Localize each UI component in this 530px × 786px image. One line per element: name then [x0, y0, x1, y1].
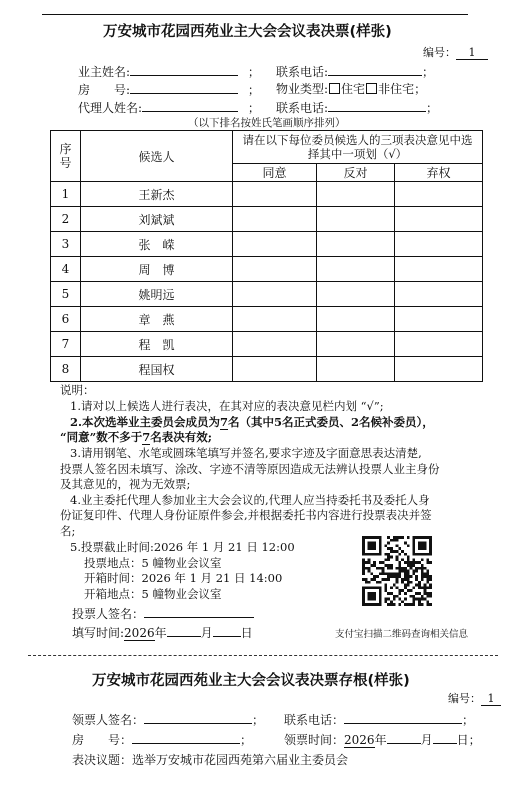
- abstain-cell[interactable]: [395, 207, 483, 232]
- tear-line: [28, 655, 498, 656]
- day-unit: 日: [456, 733, 469, 747]
- stub-subject: 表决议题：选举万安城市花园西苑第六届业主委员会: [72, 753, 349, 767]
- candidate-name: 程国权: [81, 357, 233, 382]
- month-unit: 月: [420, 733, 433, 747]
- col-agree-header: 同意: [233, 164, 317, 182]
- separator: ；: [247, 65, 260, 79]
- contact-phone-row: [276, 62, 434, 80]
- serial-number: [423, 44, 488, 60]
- agree-cell[interactable]: [233, 232, 317, 257]
- oppose-cell[interactable]: [317, 182, 395, 207]
- candidate-name: 刘斌斌: [81, 207, 233, 232]
- abstain-cell[interactable]: [395, 332, 483, 357]
- abstain-cell[interactable]: [395, 232, 483, 257]
- instruction-header: 请在以下每位委员候选人的三项表决意见中选择其中一项划（√）: [233, 131, 483, 164]
- note-2a: 2.本次选举业主委员会成员为7名（其中5名正式委员、2名候补委员），: [70, 415, 434, 429]
- qr-caption: 支付宝扫描二维码查询相关信息: [335, 629, 469, 640]
- qr-code: [362, 536, 432, 606]
- stub-contact-phone-label: 联系电话：: [284, 713, 345, 727]
- non-residential-option: 非住宅: [378, 82, 415, 96]
- stub-serial-value: 1: [481, 692, 501, 706]
- note-3a: 3.请用钢笔、水笔或圆珠笔填写并签名,要求字迹及字面意思表达清楚,: [70, 446, 422, 460]
- note-5-open-time: 开箱时间：2026 年 1 月 21 日 14:00: [84, 571, 283, 585]
- fill-month-field[interactable]: [167, 623, 201, 637]
- abstain-cell[interactable]: [395, 282, 483, 307]
- ballot-title: 万安城市花园西苑业主大会会议表决票(样张): [103, 24, 392, 40]
- room-row: [78, 80, 260, 98]
- non-residential-checkbox[interactable]: [366, 83, 377, 94]
- receiver-signature-field[interactable]: [144, 710, 252, 724]
- note-5-deadline: 5.投票截止时间:2026 年 1 月 21 日 12:00: [70, 540, 295, 554]
- voter-signature-field[interactable]: [144, 604, 254, 618]
- candidate-name: 周 博: [81, 257, 233, 282]
- residential-checkbox[interactable]: [329, 83, 340, 94]
- separator: ；: [462, 713, 475, 727]
- serial-label: 编号：: [423, 46, 456, 59]
- oppose-cell[interactable]: [317, 207, 395, 232]
- notes-heading: 说明：: [60, 383, 95, 397]
- table-row: [51, 182, 483, 207]
- row-number: 8: [51, 357, 81, 382]
- sort-note: （以下排名按姓氏笔画顺序排列）: [188, 117, 346, 129]
- stub-room-row: [72, 730, 252, 748]
- stub-serial-label: 编号：: [448, 692, 481, 705]
- claim-year: 2026: [344, 733, 375, 747]
- row-number: 5: [51, 282, 81, 307]
- table-row: [51, 332, 483, 357]
- voter-signature-row: [72, 604, 254, 622]
- fill-year: 2026: [124, 626, 155, 640]
- oppose-cell[interactable]: [317, 307, 395, 332]
- col-oppose-header: 反对: [317, 164, 395, 182]
- voter-signature-label: 投票人签名：: [72, 607, 145, 621]
- owner-name-field[interactable]: [130, 62, 238, 76]
- row-number: 1: [51, 182, 81, 207]
- note-4b: 份证复印件、代理人身份证原件参会,并根据委托书内容进行投票表决并签: [60, 508, 432, 522]
- separator: ；: [414, 82, 427, 96]
- stub-room-field[interactable]: [132, 730, 240, 744]
- oppose-cell[interactable]: [317, 357, 395, 382]
- table-row: [51, 232, 483, 257]
- oppose-cell[interactable]: [317, 332, 395, 357]
- note-2b: “同意”数不多于7名表决有效;: [60, 430, 212, 444]
- room-field[interactable]: [130, 80, 238, 94]
- candidate-name: 姚明远: [81, 282, 233, 307]
- note-1: 1.请对以上候选人进行表决，在其对应的表决意见栏内划 “√”;: [70, 399, 384, 413]
- col-abstain-header: 弃权: [395, 164, 483, 182]
- stub-phone-row: [284, 710, 474, 728]
- abstain-cell[interactable]: [395, 307, 483, 332]
- agent-name-field[interactable]: [142, 98, 238, 112]
- table-row: [51, 307, 483, 332]
- candidate-name: 王新杰: [81, 182, 233, 207]
- row-number: 6: [51, 307, 81, 332]
- row-number: 4: [51, 257, 81, 282]
- agent-phone-row: [276, 98, 438, 116]
- col-no-header: 序号: [51, 131, 81, 182]
- candidate-name: 程 凯: [81, 332, 233, 357]
- oppose-cell[interactable]: [317, 282, 395, 307]
- day-unit: 日: [240, 626, 253, 640]
- receiver-signature-label: 领票人签名：: [72, 713, 145, 727]
- separator: ；: [240, 733, 253, 747]
- separator: ；: [422, 65, 435, 79]
- serial-value: 1: [456, 46, 488, 60]
- month-unit: 月: [200, 626, 213, 640]
- separator: ；: [247, 101, 260, 115]
- stub-receiver-row: [72, 710, 264, 728]
- oppose-cell[interactable]: [317, 232, 395, 257]
- col-candidate-header: 候选人: [81, 131, 233, 182]
- contact-phone-label: 联系电话:: [276, 65, 329, 79]
- agree-limit: 7: [142, 430, 151, 444]
- abstain-cell[interactable]: [395, 182, 483, 207]
- agree-cell[interactable]: [233, 182, 317, 207]
- note-4c: 名;: [60, 524, 76, 538]
- room-label: 房 号:: [78, 83, 131, 97]
- stub-room-label: 房 号：: [72, 733, 133, 747]
- stub-claim-time-row: [284, 730, 481, 748]
- owner-name-row: [78, 62, 260, 80]
- note-5-location: 投票地点：5 幢物业会议室: [84, 556, 222, 570]
- oppose-cell[interactable]: [317, 257, 395, 282]
- stub-contact-phone-field[interactable]: [344, 710, 462, 724]
- note-3b: 投票人签名因未填写、涂改、字迹不清等原因造成无法辨认投票人业主身份: [60, 462, 440, 476]
- fill-day-field[interactable]: [213, 623, 241, 637]
- claim-day-field[interactable]: [433, 730, 457, 744]
- row-number: 7: [51, 332, 81, 357]
- separator: ；: [252, 713, 265, 727]
- candidate-name: 张 嵘: [81, 232, 233, 257]
- residential-option: 住宅: [341, 82, 366, 96]
- contact-phone-label: 联系电话:: [276, 101, 329, 115]
- claim-time-label: 领票时间：: [284, 733, 345, 747]
- member-count: 7: [220, 415, 229, 429]
- row-number: 2: [51, 207, 81, 232]
- table-row: [51, 282, 483, 307]
- agree-cell[interactable]: [233, 257, 317, 282]
- abstain-cell[interactable]: [395, 257, 483, 282]
- year-unit: 年: [154, 626, 167, 640]
- title-rule: [42, 14, 468, 15]
- property-type-row: [276, 80, 426, 97]
- agent-phone-field[interactable]: [328, 98, 426, 112]
- separator: ；: [247, 83, 260, 97]
- row-number: 3: [51, 232, 81, 257]
- vote-table: [50, 130, 483, 382]
- agree-cell[interactable]: [233, 357, 317, 382]
- contact-phone-field[interactable]: [328, 62, 422, 76]
- separator: ；: [426, 101, 439, 115]
- agree-cell[interactable]: [233, 307, 317, 332]
- note-3c: 及其意见的，视为无效票;: [60, 477, 191, 491]
- agree-cell[interactable]: [233, 332, 317, 357]
- separator: ；: [468, 733, 481, 747]
- table-row: [51, 207, 483, 232]
- note-4a: 4.业主委托代理人参加业主大会会议的,代理人应当持委托书及委托人身: [70, 493, 430, 507]
- abstain-cell[interactable]: [395, 357, 483, 382]
- agent-name-row: [78, 98, 260, 116]
- table-row: [51, 357, 483, 382]
- fill-time-label: 填写时间:: [72, 626, 125, 640]
- candidate-name: 章 燕: [81, 307, 233, 332]
- claim-month-field[interactable]: [387, 730, 421, 744]
- agent-name-label: 代理人姓名:: [78, 101, 143, 115]
- table-row: [51, 257, 483, 282]
- agree-cell[interactable]: [233, 207, 317, 232]
- property-type-label: 物业类型:: [276, 82, 329, 96]
- stub-serial-number: [448, 690, 501, 706]
- stub-title: 万安城市花园西苑业主大会会议表决票存根(样张): [92, 673, 410, 689]
- year-unit: 年: [374, 733, 387, 747]
- agree-cell[interactable]: [233, 282, 317, 307]
- fill-time-row: [72, 623, 253, 641]
- owner-name-label: 业主姓名:: [78, 65, 131, 79]
- note-5-open-location: 开箱地点：5 幢物业会议室: [84, 587, 222, 601]
